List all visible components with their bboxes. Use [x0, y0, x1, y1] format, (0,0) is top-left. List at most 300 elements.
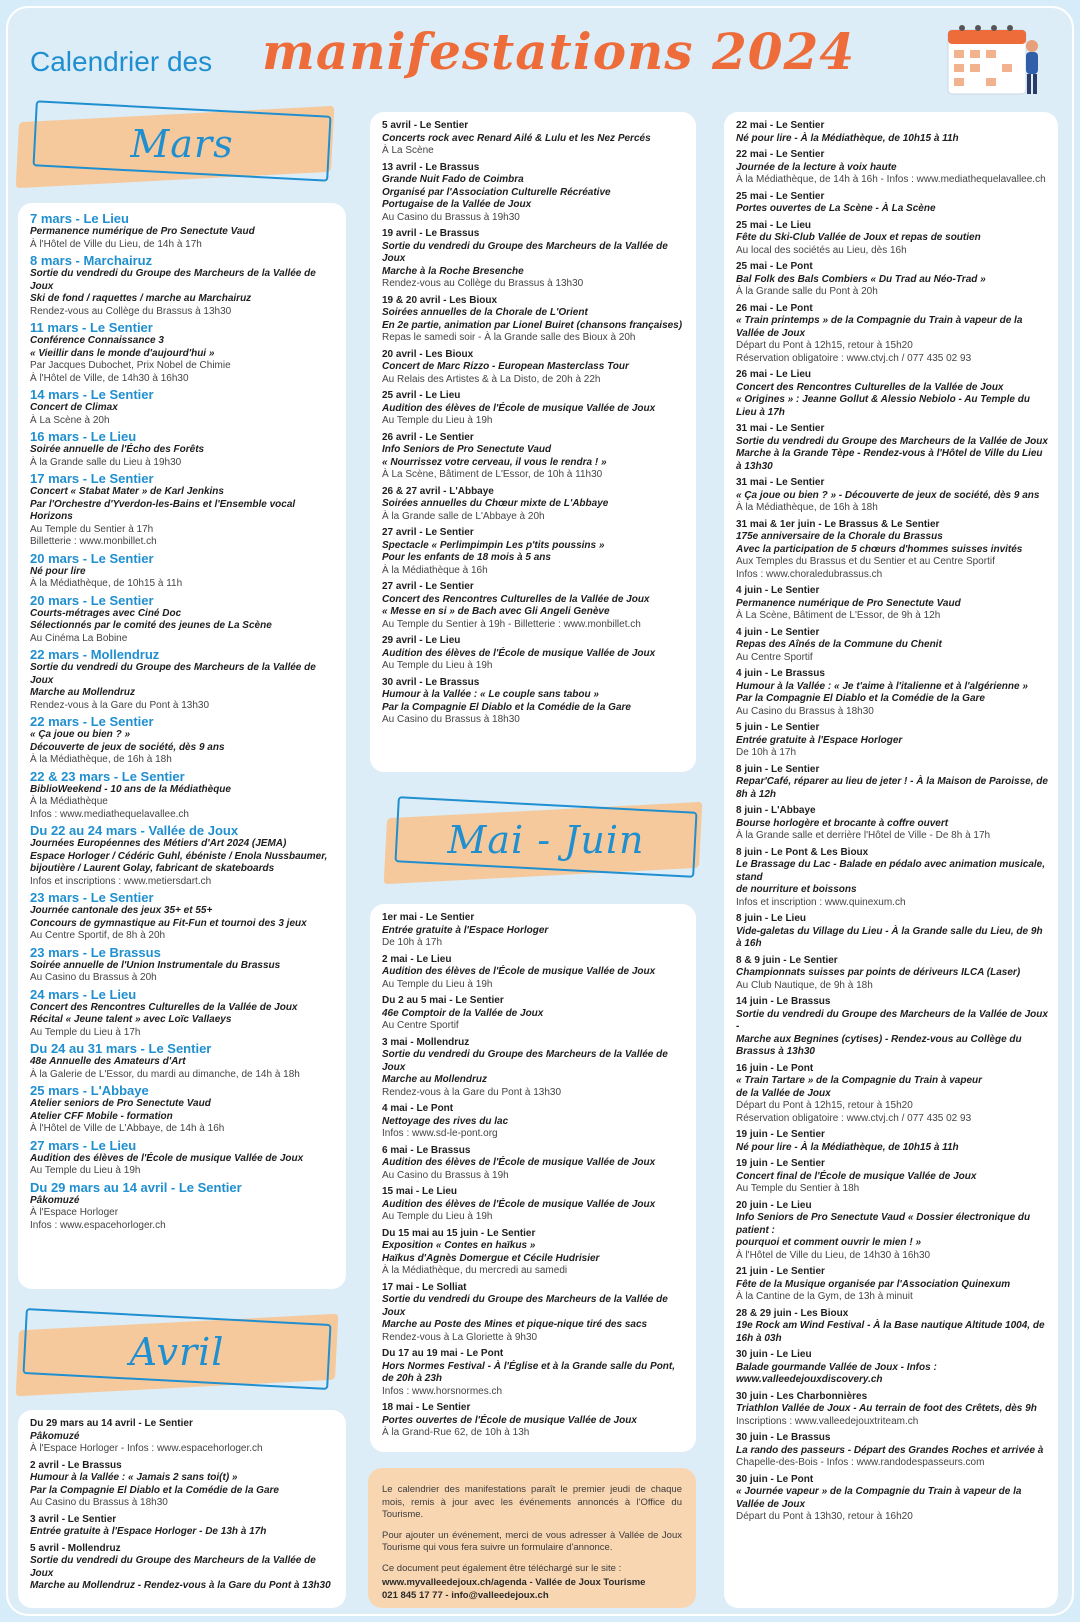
event-item	[382, 912, 686, 950]
event-date-place: 17 mai - Le Solliat	[382, 1281, 467, 1293]
event-details: Départ du Pont à 12h15, retour à 15h20	[736, 1100, 913, 1111]
event-title: Portugaise de la Vallée de Joux	[382, 199, 532, 210]
event-details: Rendez-vous à La Gloriette à 9h30	[382, 1331, 538, 1343]
event-title: Humour à la Vallée : « Je t'aime à l'italienne et à l'algérienne »	[736, 680, 1028, 692]
event-title: Concert de Climax	[30, 402, 118, 413]
event-item	[30, 471, 336, 549]
event-date-place: 22 & 23 mars - Le Sentier	[30, 768, 185, 784]
event-date-place: 27 mars - Le Lieu	[30, 1137, 137, 1153]
event-details: À La Scène	[382, 145, 434, 156]
event-item	[30, 593, 336, 646]
event-item	[382, 635, 686, 673]
event-date-place: 15 mai - Le Lieu	[382, 1186, 458, 1197]
event-details: Au Temple du Lieu à 19h	[382, 978, 493, 990]
event-details: Au Club Nautique, de 9h à 18h	[736, 979, 873, 991]
event-title: Atelier seniors de Pro Senectute Vaud	[30, 1098, 211, 1109]
event-title: Marche au Mollendruz - Rendez-vous à la Gare du Pont à 13h30	[30, 1580, 331, 1591]
event-title: Exposition « Contes en haïkus »	[382, 1240, 536, 1251]
event-title: 48e Annuelle des Amateurs d'Art	[30, 1056, 186, 1067]
event-title: Soirées annuelles du Chœur mixte de L'Abbaye	[382, 498, 609, 509]
avril-events-card	[370, 112, 696, 772]
event-details: Au Casino du Brassus à 19h	[382, 1169, 509, 1181]
event-title: Par l'Orchestre d'Yverdon-les-Bains et l'Ensemble vocal Horizons	[30, 498, 296, 522]
event-date-place: 22 mars - Mollendruz	[30, 647, 160, 662]
event-item	[382, 432, 686, 482]
event-item	[736, 805, 1048, 843]
event-date-place: 21 juin - Le Sentier	[736, 1266, 825, 1277]
event-title: Concert des Rencontres Culturelles de la Vallée de Joux	[30, 1001, 298, 1013]
event-item	[382, 1103, 686, 1141]
event-title: Découverte de jeux de société, dès 9 ans	[30, 741, 225, 753]
info-website-link[interactable]: www.myvalleedejoux.ch/agenda - Vallée de Joux Tourisme	[382, 1577, 646, 1588]
mai-juin-events-card	[724, 112, 1058, 1608]
event-item	[382, 527, 686, 577]
event-item	[382, 1228, 686, 1278]
event-date-place: 1er mai - Le Sentier	[382, 912, 475, 923]
event-title: Haïkus d'Agnès Domergue et Cécile Hudrisier	[382, 1252, 600, 1264]
event-date-place: 5 avril - Mollendruz	[30, 1542, 121, 1554]
event-date-place: 25 mai - Le Lieu	[736, 219, 812, 231]
event-title: Entrée gratuite à l'Espace Horloger	[382, 924, 549, 936]
calendar-illustration-icon	[940, 16, 1050, 100]
mai-events-card	[370, 904, 696, 1452]
event-details: Au local des sociétés au Lieu, dès 16h	[736, 244, 907, 256]
event-item	[382, 954, 686, 992]
event-details: À La Scène à 20h	[30, 414, 110, 426]
event-title: Concert final de l'École de musique Vallée de Joux	[736, 1170, 977, 1182]
event-date-place: 23 mars - Le Sentier	[30, 890, 154, 905]
event-date-place: 30 juin - Le Pont	[736, 1473, 814, 1485]
event-item	[736, 627, 1048, 665]
event-details: Billetterie : www.monbillet.ch	[30, 536, 157, 547]
event-details: Au Temple du Lieu à 19h	[382, 660, 493, 671]
event-item	[736, 955, 1048, 993]
info-contact[interactable]: 021 845 17 77 - info@valleedejoux.ch	[382, 1589, 549, 1601]
event-title: « Ça joue ou bien ? » - Découverte de jeux de société, dès 9 ans	[736, 489, 1040, 501]
event-title: Concert de Marc Rizzo - European Masterclass Tour	[382, 361, 629, 372]
event-details: À l'Hôtel de Ville du Lieu, de 14h à 17h	[30, 238, 202, 250]
event-item	[736, 220, 1048, 258]
event-item	[736, 1349, 1048, 1387]
event-details: Par Jacques Dubochet, Prix Nobel de Chimie	[30, 360, 231, 371]
event-title: Hors Normes Festival - À l'Église et à la Grande salle du Pont, de 20h à 23h	[382, 1360, 676, 1384]
event-date-place: 31 mai - Le Sentier	[736, 423, 825, 434]
event-date-place: 19 juin - Le Sentier	[736, 1129, 825, 1140]
event-title: Soirée annuelle de l'Écho des Forêts	[30, 444, 205, 455]
event-details: Infos : www.horsnormes.ch	[382, 1385, 503, 1397]
event-item	[382, 295, 686, 345]
event-details: À la Galerie de L'Essor, du mardi au dimanche, de 14h à 18h	[30, 1068, 300, 1080]
event-title: Soirée annuelle de l'Union Instrumentale du Brassus	[30, 959, 281, 971]
event-item	[382, 1186, 686, 1224]
event-date-place: 19 avril - Le Brassus	[382, 228, 480, 239]
event-item	[382, 228, 686, 291]
event-date-place: 17 mars - Le Sentier	[30, 471, 154, 486]
event-item	[736, 120, 1048, 145]
event-title: Concert des Rencontres Culturelles de la Vallée de Joux	[382, 593, 650, 605]
event-details: Infos : www.choraledubrassus.ch	[736, 568, 883, 580]
event-item	[736, 1129, 1048, 1154]
info-paragraph-3: Ce document peut également être téléchargé sur le site :	[382, 1562, 622, 1574]
event-title: Avec la participation de 5 chœurs d'hommes suisses invités	[736, 543, 1023, 555]
event-details: Aux Temples du Brassus et du Sentier et au Centre Sportif	[736, 556, 995, 567]
event-details: Réservation obligatoire : www.ctvj.ch / 077 435 02 93	[736, 352, 972, 364]
event-item	[382, 581, 686, 631]
event-title: Courts-métrages avec Ciné Doc	[30, 607, 182, 619]
event-title: Audition des élèves de l'École de musique Vallée de Joux	[30, 1152, 304, 1164]
event-title: Entrée gratuite à l'Espace Horloger - De 13h à 17h	[30, 1526, 267, 1537]
event-date-place: Du 22 au 24 mars - Vallée de Joux	[30, 823, 239, 838]
event-item	[736, 369, 1048, 419]
event-date-place: 19 & 20 avril - Les Bioux	[382, 294, 498, 306]
event-date-place: 25 mai - Le Pont	[736, 261, 813, 272]
event-item	[382, 1348, 686, 1398]
event-title: Nettoyage des rives du lac	[382, 1115, 509, 1127]
event-title: Par la Compagnie El Diablo et la Comédie de la Gare	[382, 701, 631, 713]
event-title: Espace Horloger / Cédéric Guhl, ébéniste / Enola Nussbaumer,	[30, 850, 328, 862]
event-item	[736, 191, 1048, 216]
event-date-place: 30 juin - Le Lieu	[736, 1349, 812, 1360]
event-title: BiblioWeekend - 10 ans de la Médiathèque	[30, 783, 231, 795]
event-item	[736, 996, 1048, 1059]
event-title: Audition des élèves de l'École de musique Vallée de Joux	[382, 647, 656, 659]
event-item	[736, 1266, 1048, 1304]
event-item	[382, 349, 686, 387]
event-date-place: 20 mars - Le Sentier	[30, 592, 154, 608]
event-title: « Ça joue ou bien ? »	[30, 729, 131, 740]
event-details: Au Temple du Lieu à 19h	[382, 1211, 493, 1222]
event-title: Info Seniors de Pro Senectute Vaud « Dossier électronique du patient :	[736, 1212, 1031, 1236]
event-title: Par la Compagnie El Diablo et la Comédie de la Gare	[30, 1484, 279, 1496]
event-item	[736, 1158, 1048, 1196]
event-title: Vide-galetas du Village du Lieu - À la Grande salle du Lieu, de 9h à 16h	[736, 925, 1043, 949]
event-details: Au Centre Sportif	[382, 1020, 459, 1031]
event-item	[382, 120, 686, 158]
event-title: Journée cantonale des jeux 35+ et 55+	[30, 905, 213, 916]
event-title: Pâkomuzé	[30, 1430, 80, 1442]
event-title: Sortie du vendredi du Groupe des Marcheurs de la Vallée de Joux	[30, 1555, 316, 1579]
event-date-place: 8 & 9 juin - Le Sentier	[736, 954, 838, 966]
event-details: À l'Espace Horloger	[30, 1207, 119, 1218]
event-title: Sortie du vendredi du Groupe des Marcheurs de la Vallée de Joux	[736, 435, 1048, 447]
event-details: À la Grande salle de L'Abbaye à 20h	[382, 510, 545, 522]
event-date-place: 28 & 29 juin - Les Bioux	[736, 1307, 849, 1319]
event-title: Journées Européennes des Métiers d'Art 2024 (JEMA)	[30, 838, 287, 849]
event-item	[30, 647, 336, 712]
event-item	[736, 913, 1048, 951]
event-details: Repas le samedi soir - À la Grande salle des Bioux à 20h	[382, 332, 636, 343]
event-title: Sortie du vendredi du Groupe des Marcheurs de la Vallée de Joux	[382, 240, 668, 264]
event-details: De 10h à 17h	[382, 937, 443, 948]
event-date-place: 2 avril - Le Brassus	[30, 1459, 122, 1471]
event-item	[382, 1145, 686, 1183]
event-date-place: 8 juin - Le Pont & Les Bioux	[736, 846, 869, 858]
event-item	[736, 1063, 1048, 1126]
mars-events-card	[18, 203, 346, 1289]
event-title: bijoutière / Laurent Golay, fabricant de skateboards	[30, 863, 275, 874]
event-item	[736, 585, 1048, 623]
event-details: À la Grand-Rue 62, de 10h à 13h	[382, 1427, 530, 1438]
event-title: 19e Rock am Wind Festival - À la Base nautique Altitude 1004, de 16h à 03h	[736, 1320, 1045, 1344]
event-details: Infos : www.mediathequelavallee.ch	[30, 808, 189, 820]
event-title: « Train Tartare » de la Compagnie du Train à vapeur	[736, 1075, 983, 1086]
mars-heading: Mars	[130, 122, 234, 166]
event-date-place: Du 2 au 5 mai - Le Sentier	[382, 995, 504, 1006]
event-date-place: 27 avril - Le Sentier	[382, 527, 474, 538]
event-item	[736, 1391, 1048, 1429]
event-date-place: 29 avril - Le Lieu	[382, 635, 461, 646]
event-title: Organisé par l'Association Culturelle Récréative	[382, 186, 611, 198]
event-item	[30, 987, 336, 1040]
event-date-place: Du 29 mars au 14 avril - Le Sentier	[30, 1418, 193, 1429]
event-title: Sortie du vendredi du Groupe des Marcheurs de la Vallée de Joux	[382, 1049, 668, 1073]
avril-heading: Avril	[129, 1330, 225, 1374]
event-details: À la Grande salle et derrière l'Hôtel de Ville - De 8h à 17h	[736, 830, 991, 841]
event-title: Sortie du vendredi du Groupe des Marcheurs de la Vallée de Joux -	[736, 1008, 1048, 1032]
event-title: Marche aux Begnines (cytises) - Rendez-vous au Collège du Brassus à 13h30	[736, 1033, 1022, 1057]
event-title: Portes ouvertes de La Scène - À La Scène	[736, 203, 936, 214]
event-title: Repas des Aînés de la Commune du Chenit	[736, 639, 942, 650]
event-details: À la Médiathèque, de 10h15 à 11h	[30, 578, 183, 589]
event-title: Fête du Ski-Club Vallée de Joux et repas de soutien	[736, 232, 981, 243]
event-details: À la Médiathèque, de 16h à 18h	[30, 754, 172, 765]
event-details: À la Médiathèque à 16h	[382, 564, 488, 576]
event-item	[30, 429, 336, 469]
event-item	[736, 722, 1048, 760]
event-title: Bourse horlogère et brocante à coffre ouvert	[736, 817, 949, 829]
event-title: Pour les enfants de 18 mois à 5 ans	[382, 552, 551, 563]
event-date-place: 13 avril - Le Brassus	[382, 161, 480, 173]
event-title: Concert des Rencontres Culturelles de la Vallée de Joux	[736, 381, 1004, 393]
event-date-place: 5 juin - Le Sentier	[736, 722, 820, 733]
event-title: Concerts rock avec Renard Ailé & Lulu et les Nez Percés	[382, 132, 651, 144]
event-details: Au Cinéma La Bobine	[30, 632, 128, 644]
event-details: Infos et inscriptions : www.metiersdart.ch	[30, 875, 212, 887]
event-item	[30, 1083, 336, 1136]
avril-events-card-bottom	[18, 1410, 346, 1608]
event-date-place: 4 mai - Le Pont	[382, 1103, 454, 1114]
event-details: Infos et inscription : www.quinexum.ch	[736, 896, 906, 908]
event-item	[30, 253, 336, 318]
event-title: Balade gourmande Vallée de Joux - Infos : www.valleedejouxdiscovery.ch	[736, 1361, 937, 1385]
event-date-place: 20 juin - Le Lieu	[736, 1199, 812, 1211]
event-item	[736, 847, 1048, 910]
event-details: À la Cantine de la Gym, de 13h à minuit	[736, 1291, 913, 1302]
info-paragraph-2: Pour ajouter un événement, merci de vous adresser à Vallée de Joux Tourisme qui vous fera suivre un formulaire d'annonce.	[382, 1529, 682, 1553]
event-details: Infos : www.espacehorloger.ch	[30, 1219, 166, 1231]
event-date-place: 20 avril - Les Bioux	[382, 348, 474, 360]
event-item	[30, 320, 336, 385]
event-date-place: 3 avril - Le Sentier	[30, 1513, 117, 1525]
event-date-place: 8 mars - Marchairuz	[30, 253, 153, 268]
event-details: Au Casino du Brassus à 18h30	[382, 714, 520, 725]
event-date-place: 8 juin - Le Lieu	[736, 913, 807, 924]
event-details: À la Médiathèque, de 16h à 18h	[736, 502, 878, 513]
event-date-place: 22 mai - Le Sentier	[736, 120, 825, 131]
event-title: Audition des élèves de l'École de musique Vallée de Joux	[382, 1157, 656, 1168]
event-details: Au Temple du Sentier à 18h	[736, 1183, 860, 1194]
event-date-place: 4 juin - Le Sentier	[736, 585, 820, 596]
event-details: Au Centre Sportif	[736, 651, 813, 663]
event-item	[736, 149, 1048, 187]
event-details: Au Temple du Lieu à 19h	[382, 415, 493, 426]
event-title: Par la Compagnie El Diablo et la Comédie de la Gare	[736, 693, 985, 704]
info-paragraph-1: Le calendrier des manifestations paraît le premier jeudi de chaque mois, remis à jour avec les événements annoncés à l'Office du Tourisme.	[382, 1484, 682, 1520]
event-item	[382, 390, 686, 428]
event-item	[30, 1138, 336, 1178]
event-details: Rendez-vous au Collège du Brassus à 13h30	[30, 305, 232, 317]
event-title: Soirées annuelles de la Chorale de L'Orient	[382, 307, 588, 318]
event-item	[30, 1514, 336, 1539]
event-item	[30, 551, 336, 591]
event-title: 175e anniversaire de la Chorale du Brassus	[736, 531, 943, 542]
event-title: Sélectionnés par le comité des jeunes de La Scène	[30, 620, 272, 631]
event-title: Journée de la lecture à voix haute	[736, 161, 897, 173]
event-title: Humour à la Vallée : « Le couple sans tabou »	[382, 689, 599, 700]
event-title: Bal Folk des Bals Combiers « Du Trad au Néo-Trad »	[736, 273, 986, 285]
event-details: Au Temple du Sentier à 17h	[30, 523, 154, 535]
event-title: « Vieillir dans le monde d'aujourd'hui »	[30, 347, 215, 359]
event-title: Récital « Jeune talent » avec Loïc Vallaeys	[30, 1014, 232, 1025]
event-date-place: 30 juin - Le Brassus	[736, 1432, 831, 1443]
event-details: À la Grande salle du Lieu à 19h30	[30, 456, 182, 468]
event-item	[30, 1180, 336, 1233]
event-date-place: 18 mai - Le Sentier	[382, 1402, 471, 1413]
event-item	[30, 714, 336, 767]
event-details: À l'Hôtel de Ville, de 14h30 à 16h30	[30, 372, 189, 384]
event-details: Au Casino du Brassus à 20h	[30, 972, 157, 983]
event-details: Rendez-vous à la Gare du Pont à 13h30	[382, 1086, 562, 1098]
event-date-place: 31 mai - Le Sentier	[736, 477, 825, 488]
event-details: À l'Hôtel de Ville du Lieu, de 14h30 à 16h30	[736, 1249, 931, 1261]
event-title: Fête de la Musique organisée par l'Association Quinexum	[736, 1278, 1011, 1290]
event-date-place: 2 mai - Le Lieu	[382, 953, 452, 965]
event-date-place: 31 mai & 1er juin - Le Brassus & Le Sentier	[736, 518, 940, 530]
event-title: Audition des élèves de l'École de musique Vallée de Joux	[382, 966, 656, 977]
event-date-place: 14 mars - Le Sentier	[30, 387, 154, 402]
event-title: Info Seniors de Pro Senectute Vaud	[382, 444, 552, 455]
event-title: Audition des élèves de l'École de musique Vallée de Joux	[382, 1198, 656, 1210]
event-details: À La Scène, Bâtiment de L'Essor, de 10h à 11h30	[382, 469, 603, 480]
event-title: Marche au Mollendruz	[30, 687, 136, 698]
event-title: Audition des élèves de l'École de musique Vallée de Joux	[382, 402, 656, 414]
event-details: Au Temple du Sentier à 19h - Billetterie : www.monbillet.ch	[382, 618, 641, 630]
event-item	[30, 769, 336, 822]
event-title: Marche au Mollendruz	[382, 1074, 488, 1085]
event-item	[382, 995, 686, 1033]
event-title: Repar'Café, réparer au lieu de jeter ! - À la Maison de Paroisse, de 8h à 12h	[736, 776, 1048, 800]
event-details: À la Médiathèque, de 14h à 16h - Infos : www.mediathequelavallee.ch	[736, 174, 1046, 185]
event-details: Chapelle-des-Bois - Infos : www.randodespasseurs.com	[736, 1457, 985, 1468]
event-item	[736, 519, 1048, 582]
event-details: À l'Espace Horloger - Infos : www.espacehorloger.ch	[30, 1443, 263, 1454]
event-date-place: 3 mai - Mollendruz	[382, 1036, 470, 1048]
event-date-place: 25 mars - L'Abbaye	[30, 1083, 149, 1098]
event-details: Rendez-vous à la Gare du Pont à 13h30	[30, 699, 210, 711]
event-date-place: 14 juin - Le Brassus	[736, 996, 831, 1007]
event-details: À La Scène, Bâtiment de L'Essor, de 9h à 12h	[736, 610, 941, 621]
event-item	[736, 261, 1048, 299]
event-details: Au Casino du Brassus à 19h30	[382, 211, 520, 223]
event-date-place: 26 & 27 avril - L'Abbaye	[382, 485, 494, 497]
event-date-place: 4 juin - Le Brassus	[736, 668, 825, 679]
event-title: Marche à la Grande Tèpe - Rendez-vous à l'Hôtel de Ville du Lieu à 13h30	[736, 448, 1043, 472]
event-title: Spectacle « Perlimpimpin Les p'tits poussins »	[382, 539, 605, 551]
event-title: « Train printemps » de la Compagnie du Train à vapeur de la Vallée de Joux	[736, 315, 1023, 339]
event-title: La rando des passeurs - Départ des Grandes Roches et arrivée à	[736, 1444, 1044, 1456]
event-title: Sortie du vendredi du Groupe des Marcheurs de la Vallée de Joux	[382, 1294, 668, 1318]
event-title: Né pour lire - À la Médiathèque, de 10h15 à 11h	[736, 132, 959, 144]
event-title: Concours de gymnastique au Fit-Fun et tournoi des 3 jeux	[30, 917, 307, 929]
event-title: Triathlon Vallée de Joux - Au terrain de foot des Crêtets, dès 9h	[736, 1403, 1037, 1414]
event-details: De 10h à 17h	[736, 747, 797, 758]
event-title: Sortie du vendredi du Groupe des Marcheurs de la Vallée de Joux	[30, 662, 316, 686]
event-title: Permanence numérique de Pro Senectute Vaud	[30, 226, 255, 237]
mai-juin-heading: Mai - Juin	[447, 818, 645, 862]
event-title: Marche au Poste des Mines et pique-nique tiré des sacs	[382, 1319, 648, 1330]
event-title: Grande Nuit Fado de Coimbra	[382, 174, 524, 185]
event-title: Portes ouvertes de l'École de musique Vallée de Joux	[382, 1414, 637, 1426]
event-title: Pâkomuzé	[30, 1194, 80, 1206]
event-title: Né pour lire	[30, 565, 86, 577]
event-date-place: Du 17 au 19 mai - Le Pont	[382, 1348, 504, 1359]
event-date-place: 16 mars - Le Lieu	[30, 429, 137, 444]
event-item	[736, 1474, 1048, 1524]
event-item	[30, 890, 336, 943]
event-details: Départ du Pont à 12h15, retour à 15h20	[736, 340, 913, 351]
event-details: Inscriptions : www.valleedejouxtriteam.ch	[736, 1415, 919, 1427]
event-date-place: 27 avril - Le Sentier	[382, 581, 474, 592]
event-item	[382, 486, 686, 524]
event-item	[736, 423, 1048, 473]
event-date-place: 19 juin - Le Sentier	[736, 1158, 825, 1169]
event-date-place: 26 mai - Le Pont	[736, 302, 813, 314]
event-title: 46e Comptoir de la Vallée de Joux	[382, 1007, 544, 1019]
page-title-plain: Calendrier des	[30, 46, 213, 77]
event-title: Sortie du vendredi du Groupe des Marcheurs de la Vallée de Joux	[30, 268, 316, 292]
event-date-place: 5 avril - Le Sentier	[382, 120, 469, 131]
event-date-place: 25 avril - Le Lieu	[382, 390, 461, 401]
event-date-place: 7 mars - Le Lieu	[30, 211, 129, 226]
event-item	[30, 945, 336, 985]
event-title: de nourriture et boissons	[736, 884, 857, 895]
event-item	[736, 303, 1048, 366]
event-item	[382, 677, 686, 727]
event-details: À l'Hôtel de Ville de L'Abbaye, de 14h à 16h	[30, 1123, 225, 1134]
event-item	[382, 1282, 686, 1345]
event-date-place: 16 juin - Le Pont	[736, 1062, 814, 1074]
event-item	[736, 477, 1048, 515]
event-item	[736, 1308, 1048, 1346]
event-details: Au Centre Sportif, de 8h à 20h	[30, 930, 166, 941]
event-item	[382, 162, 686, 225]
event-date-place: 4 juin - Le Sentier	[736, 626, 820, 638]
event-date-place: 8 juin - L'Abbaye	[736, 805, 816, 816]
event-item	[736, 764, 1048, 802]
event-title: « Messe en si » de Bach avec Gli Angeli Genève	[382, 606, 610, 617]
event-title: de la Vallée de Joux	[736, 1087, 831, 1099]
event-date-place: 30 juin - Les Charbonnières	[736, 1390, 868, 1402]
event-item	[736, 668, 1048, 718]
page-title-script: manifestations 2024	[262, 22, 856, 81]
event-title: « Journée vapeur » de la Compagnie du Train à vapeur de la Vallée de Joux	[736, 1486, 1022, 1510]
event-item	[30, 1041, 336, 1081]
event-date-place: 26 mai - Le Lieu	[736, 369, 812, 380]
event-date-place: 30 avril - Le Brassus	[382, 676, 480, 688]
event-title: Né pour lire - À la Médiathèque, de 10h15 à 11h	[736, 1141, 959, 1153]
event-date-place: 22 mars - Le Sentier	[30, 714, 154, 729]
event-details: Au Relais des Artistes & à La Disto, de 20h à 22h	[382, 373, 601, 385]
